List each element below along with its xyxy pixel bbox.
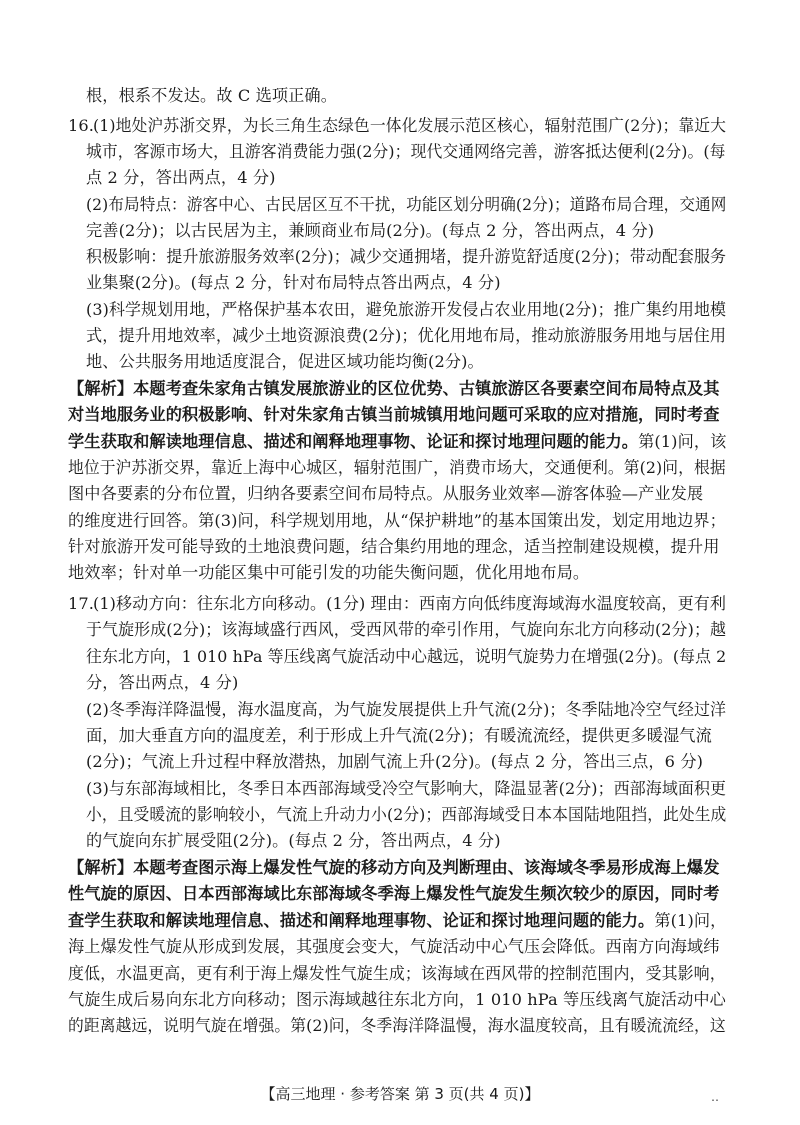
q16-impact-line-1: 积极影响：提升旅游服务效率(2分)；减少交通拥堵，提升游览舒适度(2分)；带动配套服务	[86, 247, 727, 266]
q16-analysis-line-6: 的维度进行回答。第(3)问，科学规划用地，从“保护耕地”的基本国策出发，划定用地边界；	[68, 511, 726, 530]
q17-answer-2-line-1: (2)冬季海洋降温慢，海水温度高，为气旋发展提供上升气流(2分)；冬季陆地冷空气经过洋	[86, 700, 727, 719]
question-16-number: 16.	[68, 116, 95, 135]
q17-answer-1-line-2: 于气旋形成(2分)；该海域盛行西风，受西风带的牵引作用，气旋向东北方向移动(2分)；越	[86, 620, 727, 639]
page-footer: 【高三地理 · 参考答案 第 3 页(共 4 页)】	[260, 1085, 540, 1103]
q16-analysis-line-4: 地位于沪苏浙交界，靠近上海中心城区，辐射范围广，消费市场大，交通便利。第(2)问，根据	[68, 458, 726, 477]
q17-analysis-tail-segment: 第(1)问，	[654, 911, 727, 930]
q16-analysis-line-7: 针对旅游开发可能导致的土地浪费问题，结合集约用地的理念，适当控制建设规模，提升用	[68, 537, 720, 556]
q16-answer-1-line-1: (1)地处沪苏浙交界，为长三角生态绿色一体化发展示范区核心，辐射范围广(2分)；靠近大	[93, 116, 727, 135]
q17-analysis-line-3	[68, 911, 726, 931]
q17-analysis-bold-segment: 查学生获取和解读地理信息、描述和阐释地理事物、论证和探讨地理问题的能力。	[68, 911, 655, 930]
q16-answer-3-line-3: 地、公共服务用地适度混合，促进区域功能均衡(2分)。	[86, 352, 484, 371]
intro-line: 根，根系不发达。故 C 选项正确。	[86, 86, 338, 105]
q16-answer-1-line-2: 城市，客源市场大，且游客消费能力强(2分)；现代交通网络完善，游客抵达便利(2分)。(每	[86, 142, 726, 161]
q17-analysis-line-5: 度低，水温更高，更有利于海上爆发性气旋生成；该海域在西风带的控制范围内，受其影响，	[68, 964, 726, 983]
q17-answer-3-line-2: 小，且受暖流的影响较小，气流上升动力小(2分)；西部海域受日本本国陆地阻挡，此处生成	[86, 805, 727, 824]
q17-analysis-line-1: 【解析】本题考查图示海上爆发性气旋的移动方向及判断理由、该海域冬季易形成海上爆发	[68, 858, 720, 877]
q17-answer-1-line-4: 分，答出两点，4 分)	[86, 673, 239, 692]
q16-analysis-tail-segment: 第(1)问，该	[638, 432, 727, 451]
q17-analysis-line-4: 海上爆发性气旋从形成到发展，其强度会变大，气旋活动中心气压会降低。西南方向海域纬	[68, 937, 720, 956]
q17-answer-1-line-3: 往东北方向，1 010 hPa 等压线离气旋活动中心越远，说明气旋势力在增强(2分)。(每点 2	[86, 647, 727, 666]
q16-answer-3-line-1: (3)科学规划用地，严格保护基本农田，避免旅游开发侵占农业用地(2分)；推广集约用地模	[86, 300, 727, 319]
q16-analysis-line-2: 对当地服务业的积极影响、针对朱家角古镇当前城镇用地问题可采取的应对措施，同时考查	[68, 405, 720, 424]
q16-answer-2-line-2: 完善(2分)；以古民居为主，兼顾商业布局(2分)。(每点 2 分，答出两点，4 分)	[86, 221, 655, 240]
q17-analysis-line-6: 气旋生成后易向东北方向移动；图示海域越往东北方向，1 010 hPa 等压线离气旋活动中心	[68, 990, 726, 1009]
q16-answer-2-line-1: (2)布局特点：游客中心、古民居区互不干扰，功能区划分明确(2分)；道路布局合理，交通网	[86, 195, 727, 214]
q16-analysis-line-8: 地效率；针对单一功能区集中可能引发的功能失衡问题，优化用地布局。	[68, 563, 590, 582]
q17-answer-2-line-2: 面，加大垂直方向的温度差，利于形成上升气流(2分)；有暖流流经，提供更多暖湿气流	[86, 726, 712, 745]
q16-analysis-bold-segment: 学生获取和解读地理信息、描述和阐释地理事物、论证和探讨地理问题的能力。	[68, 432, 639, 451]
q16-analysis-line-5: 图中各要素的分布位置，归纳各要素空间布局特点。从服务业效率—游客体验—产业发展	[68, 484, 704, 503]
q17-analysis-line-2: 性气旋的原因、日本西部海域比东部海域冬季海上爆发性气旋发生频次较少的原因，同时考	[68, 884, 720, 903]
q16-answer-1-line-3: 点 2 分，答出两点，4 分)	[86, 168, 276, 187]
q16-impact-line-2: 业集聚(2分)。(每点 2 分，针对布局特点答出两点，4 分)	[86, 273, 501, 292]
q16-analysis-line-1: 【解析】本题考查朱家角古镇发展旅游业的区位优势、古镇旅游区各要素空间布局特点及其	[68, 379, 720, 398]
q16-answer-3-line-2: 式，提升用地效率，减少土地资源浪费(2分)；优化用地布局，推动旅游服务用地与居住用	[86, 326, 727, 345]
q17-answer-2-line-3: (2分)；气流上升过程中释放潜热，加剧气流上升(2分)。(每点 2 分，答出三点，6 分)	[86, 752, 704, 771]
q16-analysis-line-3	[68, 432, 726, 452]
q17-answer-1-line-1: (1)移动方向：往东北方向移动。(1分) 理由：西南方向低纬度海域海水温度较高，更有利	[93, 594, 727, 613]
q17-answer-3-line-3: 的气旋向东扩展受阻(2分)。(每点 2 分，答出两点，4 分)	[86, 831, 501, 850]
question-17-number: 17.	[68, 594, 95, 613]
corner-mark: ‥	[711, 1090, 720, 1104]
q17-answer-3-line-1: (3)与东部海域相比，冬季日本西部海域受冷空气影响大，降温显著(2分)；西部海域面积更	[86, 779, 727, 798]
q17-analysis-line-7: 的距离越远，说明气旋在增强。第(2)问，冬季海洋降温慢，海水温度较高，且有暖流流经，这	[68, 1016, 726, 1035]
